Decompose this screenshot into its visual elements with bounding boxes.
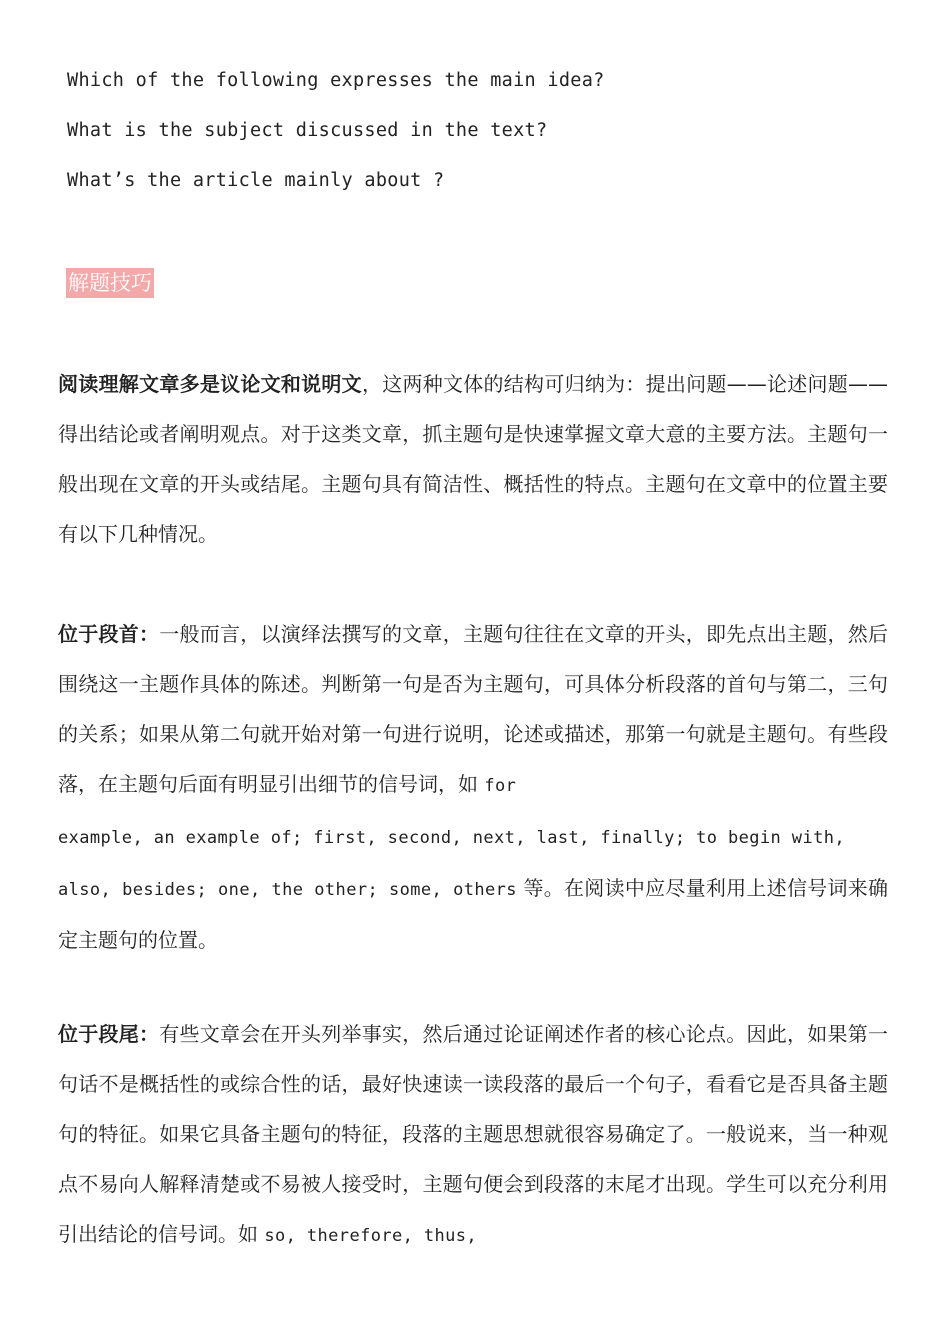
tail-signal-words: so, therefore, thus, xyxy=(264,1226,478,1246)
head-signal-words-2: example, an example of; first, second, next, last, finally; to begin with, xyxy=(58,828,845,848)
intro-text: ，这两种文体的结构可归纳为：提出问题——论述问题——得出结论或者阐明观点。对于这类文章，抓主题句是快速掌握文章大意的主要方法。主题句一般出现在文章的开头或结尾。主题句具有简洁性、概括性的特点。主题句在文章中的位置主要有以下几种情况。 xyxy=(58,372,889,546)
paragraph-topic-at-start xyxy=(58,609,888,965)
head-text: 一般而言，以演绎法撰写的文章，主题句往往在文章的开头，即先点出主题，然后围绕这一主题作具体的陈述。判断第一句是否为主题句，可具体分析段落的首句与第二，三句的关系；如果从第二句就开始对第一句进行说明，论述或描述，那第一句就是主题句。有些段落，在主题句后面有明显引出细节的信号词，如 xyxy=(58,622,888,796)
question-subject: What is the subject discussed in the text? xyxy=(67,120,548,141)
paragraph-intro xyxy=(58,359,888,559)
tail-label: 位于段尾： xyxy=(58,1022,160,1046)
question-article-about: What’s the article mainly about ? xyxy=(67,170,445,191)
section-badge: 解题技巧 xyxy=(66,268,154,298)
paragraph-topic-at-end xyxy=(58,1009,888,1261)
head-text-end: 等。在阅读中应尽量利用上述信号词来确定主题句的位置。 xyxy=(58,876,888,952)
intro-bold-text: 阅读理解文章多是议论文和说明文 xyxy=(58,372,362,396)
question-main-idea: Which of the following expresses the main idea? xyxy=(67,70,605,91)
head-signal-words-3: also, besides; one, the other; some, others xyxy=(58,880,517,900)
tail-text: 有些文章会在开头列举事实，然后通过论证阐述作者的核心论点。因此，如果第一句话不是概括性的或综合性的话，最好快速读一读段落的最后一个句子，看看它是否具备主题句的特征。如果它具备主题句的特征，段落的主题思想就很容易确定了。一般说来，当一种观点不易向人解释清楚或不易被人接受时，主题句便会到段落的末尾才出现。学生可以充分利用引出结论的信号词。如 xyxy=(58,1022,888,1246)
head-signal-words-1: for xyxy=(484,776,517,796)
head-label: 位于段首： xyxy=(58,622,160,646)
